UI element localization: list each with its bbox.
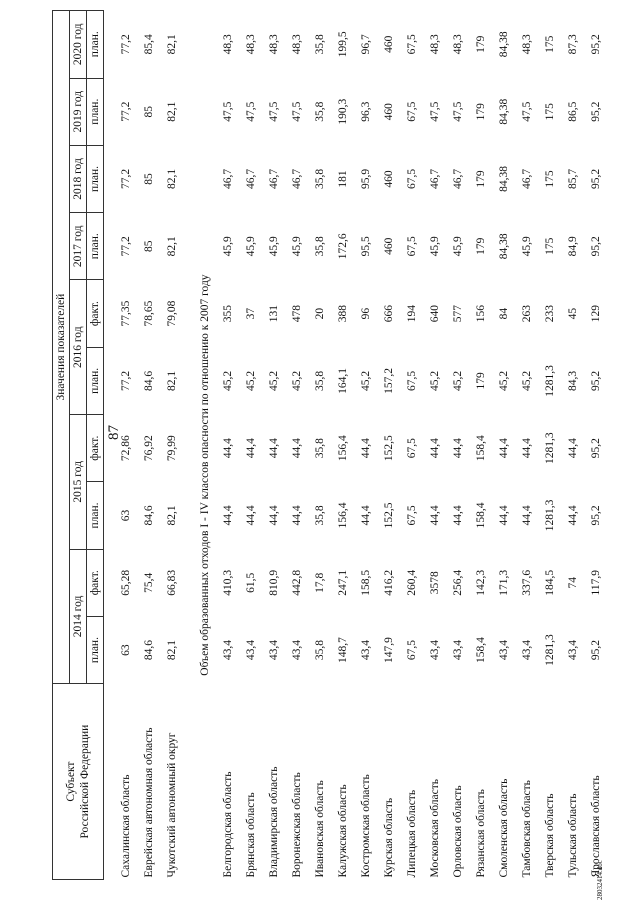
- value-cell: 45,9: [267, 236, 280, 257]
- table-row: [400, 11, 423, 880]
- value-cell: 179: [474, 103, 487, 121]
- subject-name: Белгородская область: [221, 771, 234, 878]
- table-row: [114, 11, 137, 880]
- subject-name: Сахалинская область: [119, 774, 132, 878]
- value-cell: 171,3: [497, 569, 510, 596]
- value-cell: 156,4: [336, 435, 349, 462]
- indicators-table: [52, 10, 607, 880]
- plan-header: план.: [87, 145, 104, 212]
- table-row: [285, 11, 308, 880]
- value-cell: 158,4: [474, 435, 487, 462]
- value-cell: 63: [119, 644, 132, 656]
- rotated-table-wrapper: [52, 10, 612, 880]
- value-cell: 95,9: [359, 168, 372, 190]
- value-cell: 164,1: [336, 367, 349, 394]
- subject-name: Чукотский автономный округ: [165, 732, 178, 878]
- value-cell: 74: [566, 577, 579, 589]
- value-cell: 44,4: [428, 438, 441, 459]
- value-cell: 44,4: [451, 505, 464, 526]
- value-cell: 1281,3: [543, 499, 556, 532]
- value-cell: 82,1: [165, 168, 178, 190]
- year-header-2019: 2019 год: [70, 78, 87, 145]
- value-cell: 44,4: [359, 438, 372, 459]
- value-cell: 156,4: [336, 502, 349, 529]
- value-cell: 67,5: [405, 370, 418, 391]
- value-cell: 45: [566, 307, 579, 320]
- year-header-2017: 2017 год: [70, 213, 87, 280]
- fact-header: факт.: [87, 415, 104, 482]
- value-cell: 82,1: [165, 370, 178, 391]
- value-cell: 44,4: [497, 505, 510, 526]
- value-cell: 43,4: [520, 640, 533, 661]
- value-cell: 47,5: [428, 101, 441, 122]
- value-cell: 577: [451, 304, 464, 323]
- subject-name: Тульская область: [566, 793, 579, 878]
- value-cell: 44,4: [520, 438, 533, 459]
- year-header-2018: 2018 год: [70, 145, 87, 212]
- value-cell: 82,1: [165, 505, 178, 526]
- value-cell: 84,9: [566, 236, 579, 257]
- value-cell: 44,4: [244, 505, 257, 526]
- value-cell: 84,38: [497, 233, 510, 260]
- value-cell: 175: [543, 35, 556, 53]
- value-cell: 75,4: [142, 572, 155, 593]
- value-cell: 45,9: [221, 236, 234, 257]
- value-cell: 410,3: [221, 569, 234, 596]
- table-row: [239, 11, 262, 880]
- value-cell: 442,8: [290, 569, 303, 596]
- value-cell: 35,8: [313, 370, 326, 391]
- value-cell: 47,5: [267, 101, 280, 122]
- value-cell: 175: [543, 170, 556, 188]
- value-cell: 147,9: [382, 637, 395, 663]
- value-cell: 85,7: [566, 168, 579, 190]
- value-cell: 48,3: [290, 34, 303, 55]
- footer-doc-code: 28032414.doc: [596, 860, 604, 900]
- value-cell: 179: [474, 372, 487, 390]
- subject-name: Тверская область: [543, 793, 556, 878]
- value-cell: 1281,3: [543, 432, 556, 464]
- section-title-row: [193, 11, 216, 880]
- value-cell: 48,3: [451, 34, 464, 55]
- value-cell: 260,4: [405, 569, 418, 596]
- value-cell: 47,5: [244, 101, 257, 122]
- value-cell: 43,4: [428, 640, 441, 661]
- value-cell: 95,5: [359, 236, 372, 257]
- value-cell: 95,2: [589, 438, 602, 459]
- value-cell: 48,3: [244, 34, 257, 55]
- value-cell: 156: [474, 304, 487, 323]
- value-cell: 82,1: [165, 236, 178, 257]
- table-row: [423, 11, 446, 880]
- value-cell: 172,6: [336, 233, 349, 260]
- subject-name: Липецкая область: [405, 789, 418, 878]
- subject-label-line1: Субъект: [65, 761, 77, 802]
- value-cell: 45,2: [451, 370, 464, 391]
- value-cell: 67,5: [405, 438, 418, 459]
- value-cell: 44,4: [221, 505, 234, 526]
- value-cell: 35,8: [313, 640, 326, 661]
- value-cell: 44,4: [359, 505, 372, 526]
- value-cell: 810,9: [267, 569, 280, 596]
- value-cell: 233: [543, 304, 556, 323]
- value-cell: 158,4: [474, 637, 487, 663]
- value-cell: 43,4: [359, 640, 372, 661]
- spacer-row: [104, 11, 115, 880]
- value-cell: 460: [382, 237, 395, 255]
- value-cell: 44,4: [566, 505, 579, 526]
- table-row: [160, 11, 183, 880]
- value-cell: 47,5: [451, 101, 464, 122]
- value-cell: 158,4: [474, 502, 487, 529]
- section-spacer: [193, 684, 216, 880]
- value-cell: 84,6: [142, 640, 155, 661]
- value-cell: 76,92: [142, 435, 155, 462]
- fact-header: факт.: [87, 280, 104, 347]
- table-row: [561, 11, 584, 880]
- table-row: [538, 11, 561, 880]
- plan-header: план.: [87, 11, 104, 79]
- subject-name: Еврейская автономная область: [142, 727, 155, 878]
- value-cell: 63: [119, 509, 132, 522]
- value-cell: 43,4: [451, 640, 464, 661]
- value-cell: 46,7: [520, 168, 533, 190]
- value-cell: 85: [142, 173, 155, 185]
- value-cell: 43,4: [290, 640, 303, 661]
- value-cell: 67,5: [405, 168, 418, 190]
- value-cell: 256,4: [451, 569, 464, 596]
- value-cell: 131: [267, 304, 280, 323]
- value-cell: 148,7: [336, 637, 349, 663]
- value-cell: 337,6: [520, 569, 533, 596]
- value-cell: 199,5: [336, 31, 349, 58]
- value-cell: 640: [428, 304, 441, 323]
- value-cell: 48,3: [428, 34, 441, 55]
- table-row: [137, 11, 160, 880]
- value-cell: 37: [244, 307, 257, 320]
- value-cell: 44,4: [267, 505, 280, 526]
- value-cell: 157,2: [382, 367, 395, 394]
- value-cell: 355: [221, 304, 234, 323]
- subject-name: Московская область: [428, 778, 441, 878]
- value-cell: 47,5: [221, 101, 234, 122]
- value-cell: 45,9: [451, 236, 464, 257]
- value-cell: 190,3: [336, 98, 349, 125]
- plan-header: план.: [87, 213, 104, 280]
- plan-header: план.: [87, 78, 104, 145]
- value-cell: 95,2: [589, 640, 602, 661]
- value-cell: 17,8: [313, 572, 326, 593]
- value-cell: 72,86: [119, 435, 132, 462]
- value-cell: 78,65: [142, 300, 155, 327]
- value-cell: 152,5: [382, 502, 395, 529]
- value-cell: 3578: [428, 571, 441, 595]
- table-row: [515, 11, 538, 880]
- year-header-2016: 2016 год: [70, 280, 87, 415]
- table-row: [308, 11, 331, 880]
- value-cell: 84: [497, 307, 510, 320]
- value-cell: 77,2: [119, 236, 132, 257]
- value-cell: 35,8: [313, 101, 326, 122]
- value-cell: 460: [382, 35, 395, 53]
- value-cell: 142,3: [474, 569, 487, 596]
- value-cell: 95,2: [589, 236, 602, 257]
- value-cell: 1281,3: [543, 365, 556, 397]
- value-cell: 44,4: [290, 505, 303, 526]
- value-cell: 179: [474, 170, 487, 188]
- value-cell: 46,7: [221, 168, 234, 190]
- value-cell: 95,2: [589, 505, 602, 526]
- value-cell: 46,7: [267, 168, 280, 190]
- value-cell: 84,6: [142, 505, 155, 526]
- subject-name: Брянская область: [244, 792, 257, 878]
- value-cell: 43,4: [497, 640, 510, 661]
- subject-column-header: [53, 684, 104, 880]
- value-cell: 87,3: [566, 34, 579, 55]
- subject-label-line2: Российской Федерации: [79, 724, 91, 839]
- spacer-row: [183, 11, 193, 880]
- value-cell: 48,3: [520, 34, 533, 55]
- value-cell: 45,2: [221, 370, 234, 391]
- value-cell: 84,38: [497, 166, 510, 192]
- value-cell: 460: [382, 103, 395, 121]
- value-cell: 95,2: [589, 101, 602, 122]
- value-cell: 35,8: [313, 168, 326, 190]
- value-cell: 35,8: [313, 34, 326, 55]
- value-cell: 47,5: [520, 101, 533, 122]
- value-cell: 181: [336, 170, 349, 188]
- page-number: 87: [106, 425, 122, 440]
- value-cell: 388: [336, 304, 349, 323]
- value-cell: 45,2: [497, 370, 510, 391]
- value-cell: 77,2: [119, 168, 132, 190]
- value-cell: 77,2: [119, 101, 132, 122]
- value-cell: 65,28: [119, 569, 132, 596]
- value-cell: 416,2: [382, 569, 395, 596]
- value-cell: 95,2: [589, 168, 602, 190]
- value-cell: 175: [543, 103, 556, 121]
- value-cell: 44,4: [267, 438, 280, 459]
- value-cell: 44,4: [451, 438, 464, 459]
- value-cell: 84,6: [142, 370, 155, 391]
- subject-name: Курская область: [382, 797, 395, 878]
- value-cell: 44,4: [290, 438, 303, 459]
- value-cell: 247,1: [336, 569, 349, 596]
- table-row: [492, 11, 515, 880]
- value-cell: 45,2: [290, 370, 303, 391]
- value-cell: 82,1: [165, 34, 178, 55]
- subject-name: Ярославская область: [589, 775, 602, 878]
- value-cell: 67,5: [405, 505, 418, 526]
- table-row: [377, 11, 400, 880]
- value-cell: 44,4: [244, 438, 257, 459]
- value-cell: 45,2: [244, 370, 257, 391]
- fact-header: факт.: [87, 549, 104, 616]
- value-cell: 47,5: [290, 101, 303, 122]
- value-cell: 79,99: [165, 435, 178, 462]
- value-cell: 77,35: [119, 300, 132, 327]
- value-cell: 44,4: [520, 505, 533, 526]
- table-row: [354, 11, 377, 880]
- value-cell: 184,5: [543, 569, 556, 596]
- value-cell: 67,5: [405, 236, 418, 257]
- value-cell: 96,3: [359, 101, 372, 122]
- value-cell: 95,2: [589, 370, 602, 391]
- value-cell: 77,2: [119, 34, 132, 55]
- value-cell: 194: [405, 304, 418, 323]
- values-header: Значения показателей: [53, 11, 70, 684]
- value-cell: 1281,3: [543, 634, 556, 666]
- year-header-2020: 2020 год: [70, 11, 87, 79]
- value-cell: 44,4: [566, 438, 579, 459]
- value-cell: 45,9: [520, 236, 533, 257]
- value-cell: 460: [382, 170, 395, 188]
- subject-name: Ивановская область: [313, 780, 326, 878]
- table-row: [469, 11, 492, 880]
- value-cell: 67,5: [405, 101, 418, 122]
- value-cell: 45,2: [359, 370, 372, 391]
- value-cell: 129: [589, 304, 602, 323]
- value-cell: 45,9: [428, 236, 441, 257]
- value-cell: 85: [142, 240, 155, 253]
- value-cell: 84,38: [497, 31, 510, 58]
- value-cell: 45,2: [520, 370, 533, 391]
- subject-name: Калужская область: [336, 784, 349, 878]
- spacer-cell: [183, 11, 193, 880]
- value-cell: 179: [474, 35, 487, 53]
- value-cell: 82,1: [165, 640, 178, 661]
- value-cell: 85,4: [142, 34, 155, 55]
- value-cell: 45,2: [428, 370, 441, 391]
- plan-header: план.: [87, 616, 104, 683]
- value-cell: 82,1: [165, 101, 178, 122]
- value-cell: 44,4: [428, 505, 441, 526]
- year-header-2014: 2014 год: [70, 549, 87, 684]
- section-title: Объем образованных отходов I - IV классов опасности по отношению к 2007 году: [198, 274, 211, 676]
- value-cell: 43,4: [221, 640, 234, 661]
- spacer-cell: [104, 11, 115, 880]
- value-cell: 85: [142, 105, 155, 118]
- value-cell: 46,7: [244, 168, 257, 190]
- value-cell: 67,5: [405, 34, 418, 55]
- subject-name: Орловская область: [451, 785, 464, 878]
- value-cell: 48,3: [221, 34, 234, 55]
- value-cell: 20: [313, 307, 326, 320]
- value-cell: 79,08: [165, 300, 178, 327]
- value-cell: 67,5: [405, 640, 418, 661]
- value-cell: 46,7: [290, 168, 303, 190]
- value-cell: 43,4: [566, 640, 579, 661]
- value-cell: 96,7: [359, 34, 372, 55]
- subject-name: Смоленская область: [497, 778, 510, 878]
- value-cell: 46,7: [428, 168, 441, 190]
- value-cell: 96: [359, 307, 372, 320]
- value-cell: 117,9: [589, 570, 602, 596]
- value-cell: 263: [520, 304, 533, 323]
- value-cell: 666: [382, 304, 395, 323]
- value-cell: 46,7: [451, 168, 464, 190]
- table-row: [262, 11, 285, 880]
- table-row: [216, 11, 239, 880]
- value-cell: 84,3: [566, 370, 579, 391]
- value-cell: 175: [543, 237, 556, 255]
- value-cell: 77,2: [119, 370, 132, 391]
- value-cell: 61,5: [244, 572, 257, 593]
- table-row: [584, 11, 607, 880]
- value-cell: 95,2: [589, 34, 602, 55]
- value-cell: 478: [290, 304, 303, 323]
- table-row: [331, 11, 354, 880]
- value-cell: 152,5: [382, 435, 395, 462]
- value-cell: 44,4: [221, 438, 234, 459]
- value-cell: 45,9: [290, 236, 303, 257]
- table-header: [53, 11, 104, 880]
- subject-name: Рязанская область: [474, 789, 487, 878]
- value-cell: 45,9: [244, 236, 257, 257]
- plan-header: план.: [87, 482, 104, 549]
- table-body: [104, 11, 608, 880]
- year-header-2015: 2015 год: [70, 415, 87, 550]
- value-cell: 179: [474, 237, 487, 255]
- value-cell: 43,4: [244, 640, 257, 661]
- value-cell: 66,83: [165, 569, 178, 596]
- value-cell: 48,3: [267, 34, 280, 55]
- table-row: [446, 11, 469, 880]
- value-cell: 35,8: [313, 505, 326, 526]
- value-cell: 35,8: [313, 236, 326, 257]
- value-cell: 35,8: [313, 438, 326, 459]
- value-cell: 43,4: [267, 640, 280, 661]
- value-cell: 158,5: [359, 569, 372, 596]
- subject-name: Тамбовская область: [520, 780, 533, 878]
- subject-name: Костромская область: [359, 774, 372, 878]
- subject-name: Владимирская область: [267, 766, 280, 878]
- value-cell: 44,4: [497, 438, 510, 459]
- plan-header: план.: [87, 347, 104, 414]
- value-cell: 84,38: [497, 98, 510, 125]
- subject-name: Воронежская область: [290, 772, 303, 878]
- value-cell: 86,5: [566, 101, 579, 122]
- value-cell: 45,2: [267, 370, 280, 391]
